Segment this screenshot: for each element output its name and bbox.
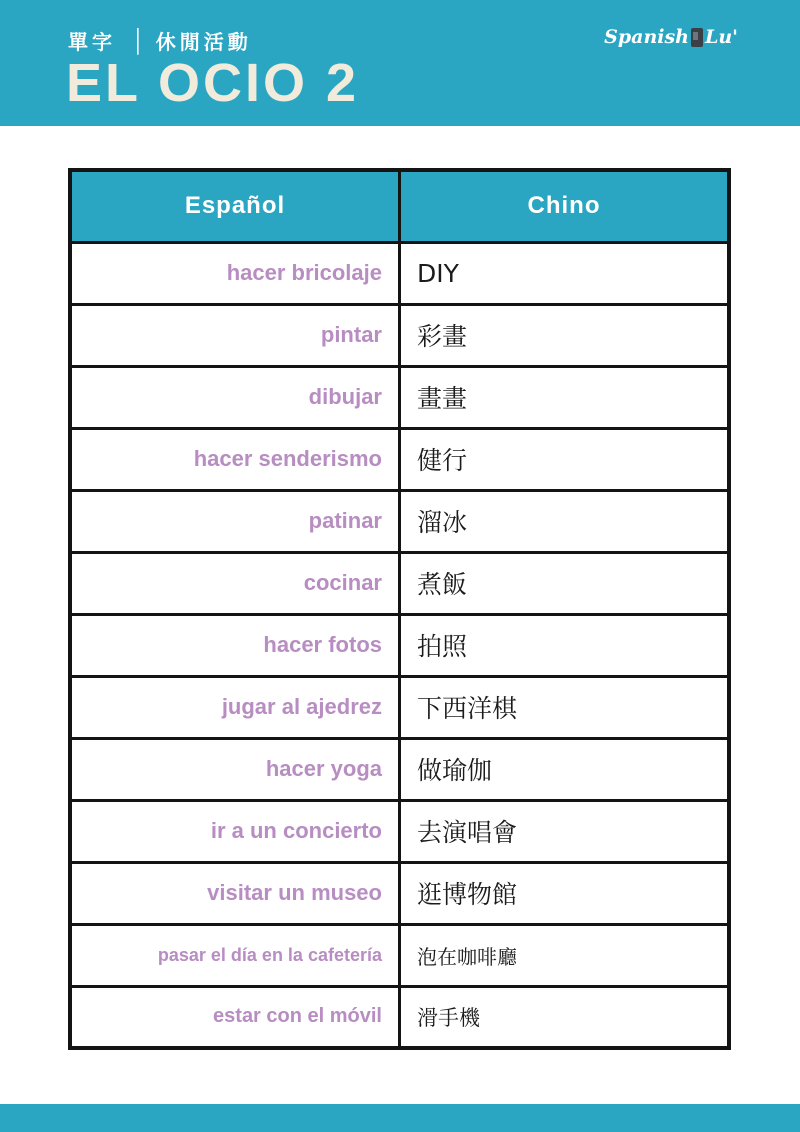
spanish-term: dibujar: [70, 366, 400, 428]
spanish-term: hacer senderismo: [70, 428, 400, 490]
chinese-term: 泡在咖啡廳: [400, 924, 730, 986]
chinese-term: 畫畫: [400, 366, 730, 428]
brand-logo-text-left: Spanish: [604, 26, 689, 48]
table-row: [70, 738, 729, 800]
table-row: [70, 242, 729, 304]
chinese-term: 去演唱會: [400, 800, 730, 862]
subtitle-category: 單字: [68, 32, 116, 54]
spanish-term: estar con el móvil: [70, 986, 400, 1048]
table-row: [70, 490, 729, 552]
chinese-term: 滑手機: [400, 986, 730, 1048]
spanish-term: patinar: [70, 490, 400, 552]
table-row: [70, 862, 729, 924]
table-row: [70, 986, 729, 1048]
column-header-spanish: Español: [70, 170, 400, 242]
spanish-term: hacer yoga: [70, 738, 400, 800]
chinese-term: 拍照: [400, 614, 730, 676]
table-row: [70, 428, 729, 490]
spanish-term: cocinar: [70, 552, 400, 614]
table-row: [70, 366, 729, 428]
chinese-term: 逛博物館: [400, 862, 730, 924]
spanish-term: jugar al ajedrez: [70, 676, 400, 738]
page-title: EL OCIO 2: [66, 53, 360, 113]
subtitle-topic: 休閒活動: [155, 32, 252, 54]
chinese-term: 做瑜伽: [400, 738, 730, 800]
vocabulary-table-body: [70, 242, 729, 1048]
spanish-term: hacer bricolaje: [70, 242, 400, 304]
spanish-term: hacer fotos: [70, 614, 400, 676]
brand-logo-text-right: Lu': [705, 26, 738, 48]
chinese-term: 健行: [400, 428, 730, 490]
door-icon: [691, 28, 703, 47]
header-banner: [0, 0, 800, 126]
table-header-row: [70, 170, 729, 242]
spanish-term: visitar un museo: [70, 862, 400, 924]
footer-bar: [0, 1104, 800, 1132]
column-header-chinese: Chino: [400, 170, 730, 242]
table-row: [70, 676, 729, 738]
chinese-term: 彩畫: [400, 304, 730, 366]
vocabulary-table: [68, 168, 731, 1050]
table-row: [70, 304, 729, 366]
chinese-term: 溜冰: [400, 490, 730, 552]
chinese-term: 下西洋棋: [400, 676, 730, 738]
header-subtitle: [68, 26, 252, 55]
subtitle-separator: │: [132, 27, 146, 53]
table-row: [70, 552, 729, 614]
spanish-term: ir a un concierto: [70, 800, 400, 862]
brand-logo: [604, 26, 738, 48]
chinese-term: 煮飯: [400, 552, 730, 614]
chinese-term: DIY: [400, 242, 730, 304]
spanish-term: pasar el día en la cafetería: [70, 924, 400, 986]
table-row: [70, 924, 729, 986]
table-row: [70, 800, 729, 862]
spanish-term: pintar: [70, 304, 400, 366]
table-row: [70, 614, 729, 676]
